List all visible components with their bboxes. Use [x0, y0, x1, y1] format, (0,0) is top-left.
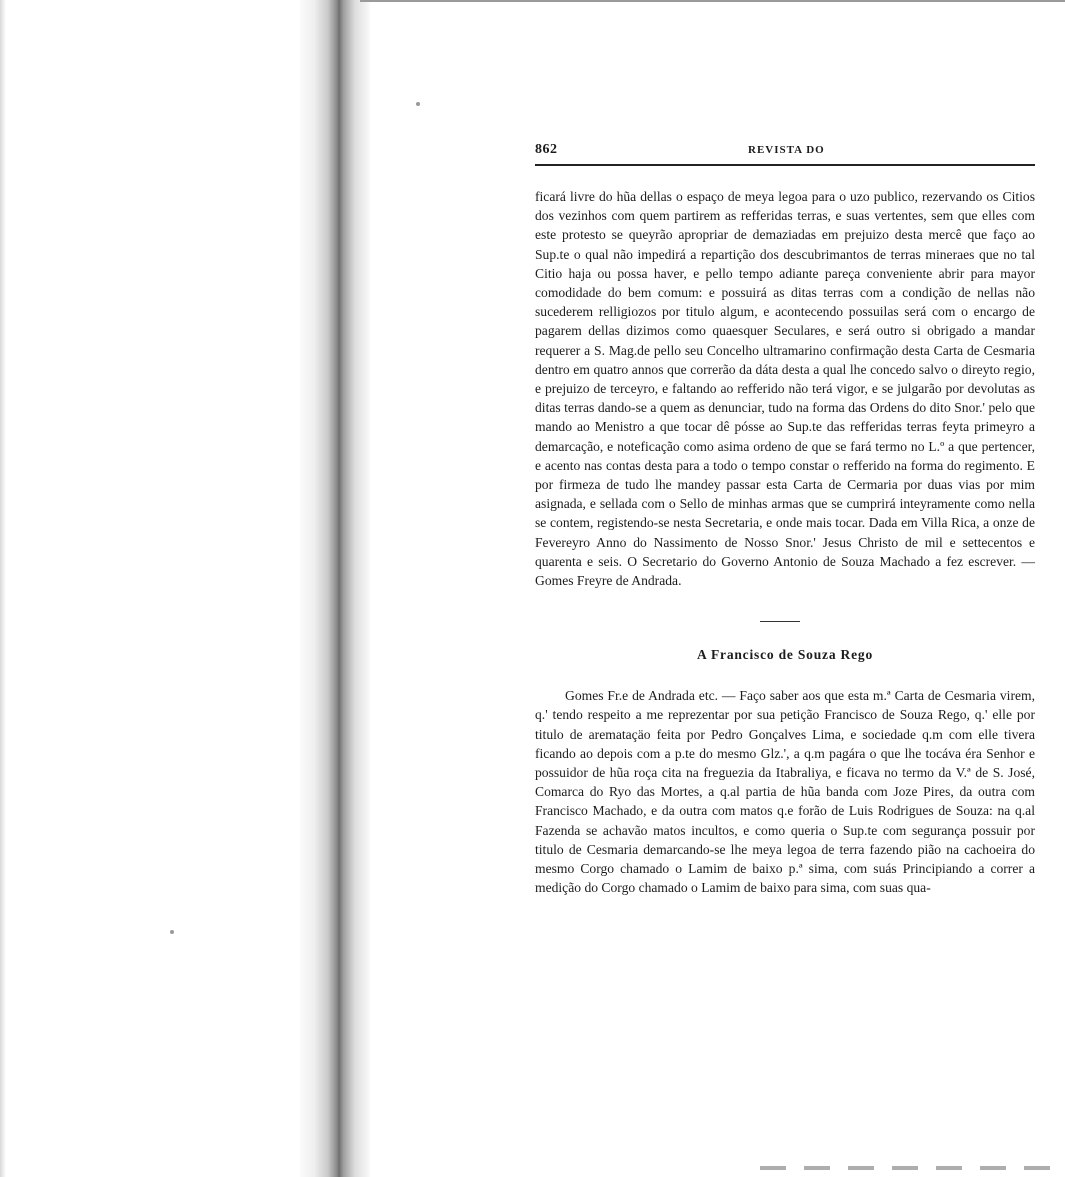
- letter-body-text: Gomes Fr.e de Andrada etc. — Faço saber aos que esta m.ª Carta de Cesmaria virem, q.' tendo respeito a me reprezentar por sua petição Francisco de Souza Rego, q.' elle por titulo de aremataçäo feita por Pedro Gonçalves Lima, e sociedade q.m com elle tivera ficando ao depois com a p.te do mesmo Glz.', a q.m pagára o que lhe tocáva éra Senhor e possuidor de hũa roça cita na freguezia da Itabraliya, e ficava no termo da V.ª de S. José, Comarca do Ryo das Mortes, a q.al partia de hũa banda com Joze Pires, da outra com Francisco Machado, e da outra com matos q.e forão de Luis Rodrigues de Souza: na q.al Fazenda se achavão matos incultos, e como queria o Sup.te com segurança possuir por titulo de Cesmaria demarcando-se lhe meya legoa de terra fazendo pião na cachoeira do mesmo Corgo chamado o Lamim de baixo p.ª sima, com suás Principiando a correr a medição do Corgo chamado o Lamim de baixo para sima, com suas qua-: [535, 688, 1035, 896]
- section-title: A Francisco de Souza Rego: [697, 647, 873, 663]
- section-separator: [760, 621, 800, 622]
- paper-speck: [170, 930, 174, 934]
- page-edge-left: [0, 0, 6, 1177]
- page-number: 862: [535, 142, 558, 157]
- page-top-edge: [360, 0, 1065, 2]
- header-rule: [535, 164, 1035, 166]
- bleed-through-marks: [760, 1166, 1060, 1170]
- paper-speck: [416, 102, 420, 106]
- journal-title: REVISTA DO: [748, 144, 825, 156]
- running-head: [535, 140, 1035, 160]
- letter-continuation-text: ficará livre do hũa dellas o espaço de meya legoa para o uzo publico, rezervando os Citios dos vezinhos com quem partirem as refferidas terras, e suas vertentes, sem que elles com este protesto se queyrão apropriar de demaziadas em prejuizo desta mercê que faço ao Sup.te o qual não impedirá a repartição dos descubrimantos de terras mineraes que no tal Citio haja ou possa haver, e pello tempo adiante pareça conveniente abrir para mayor comodidade do bem comum: e possuirá as ditas terras com a condição de nellas não sucederem relligiozos por titulo algum, e acontecendo possuilas será com o encargo de pagarem dellas dizimos como quaesquer Seculares, e será outro si obrigado a mandar requerer a S. Mag.de pello seu Concelho ultramarino confirmação desta Carta de Cesmaria dentro em quatro annos que correrão da dáta desta a qual lhe concedo salvo o direyto regio, e prejuizo de terceyro, e faltando ao refferido não terá vigor, e se julgarão por devolutas as ditas terras dando-se a quem as denunciar, tudo na forma das Ordens do dito Snor.' pelo que mando ao Menistro a que tocar dê pósse ao Sup.te das refferidas terras feyta primeyro a demarcação, e noteficação como asima ordeno de que se fará termo no L.º a que pertencer, e acento nas contas desta para a todo o tempo constar o refferido na forma do regimento. E por firmeza de tudo lhe mandey passar esta Carta de Cermaria por duas vias por mim asignada, e sellada com o Sello de minhas armas que se cumprirá inteyramente como nella se contem, registendo-se nesta Secretaria, e onde mais tocar. Dada em Villa Rica, a onze de Fevereyro Anno do Nassimento de Nosso Snor.' Jesus Christo de mil e settecentos e quarenta e seis. O Secretario do Governo Antonio de Souza Machado a fez escrever. — Gomes Freyre de Andrada.: [535, 189, 1035, 589]
- printed-page: [535, 140, 1035, 898]
- book-gutter-shadow: [300, 0, 370, 1177]
